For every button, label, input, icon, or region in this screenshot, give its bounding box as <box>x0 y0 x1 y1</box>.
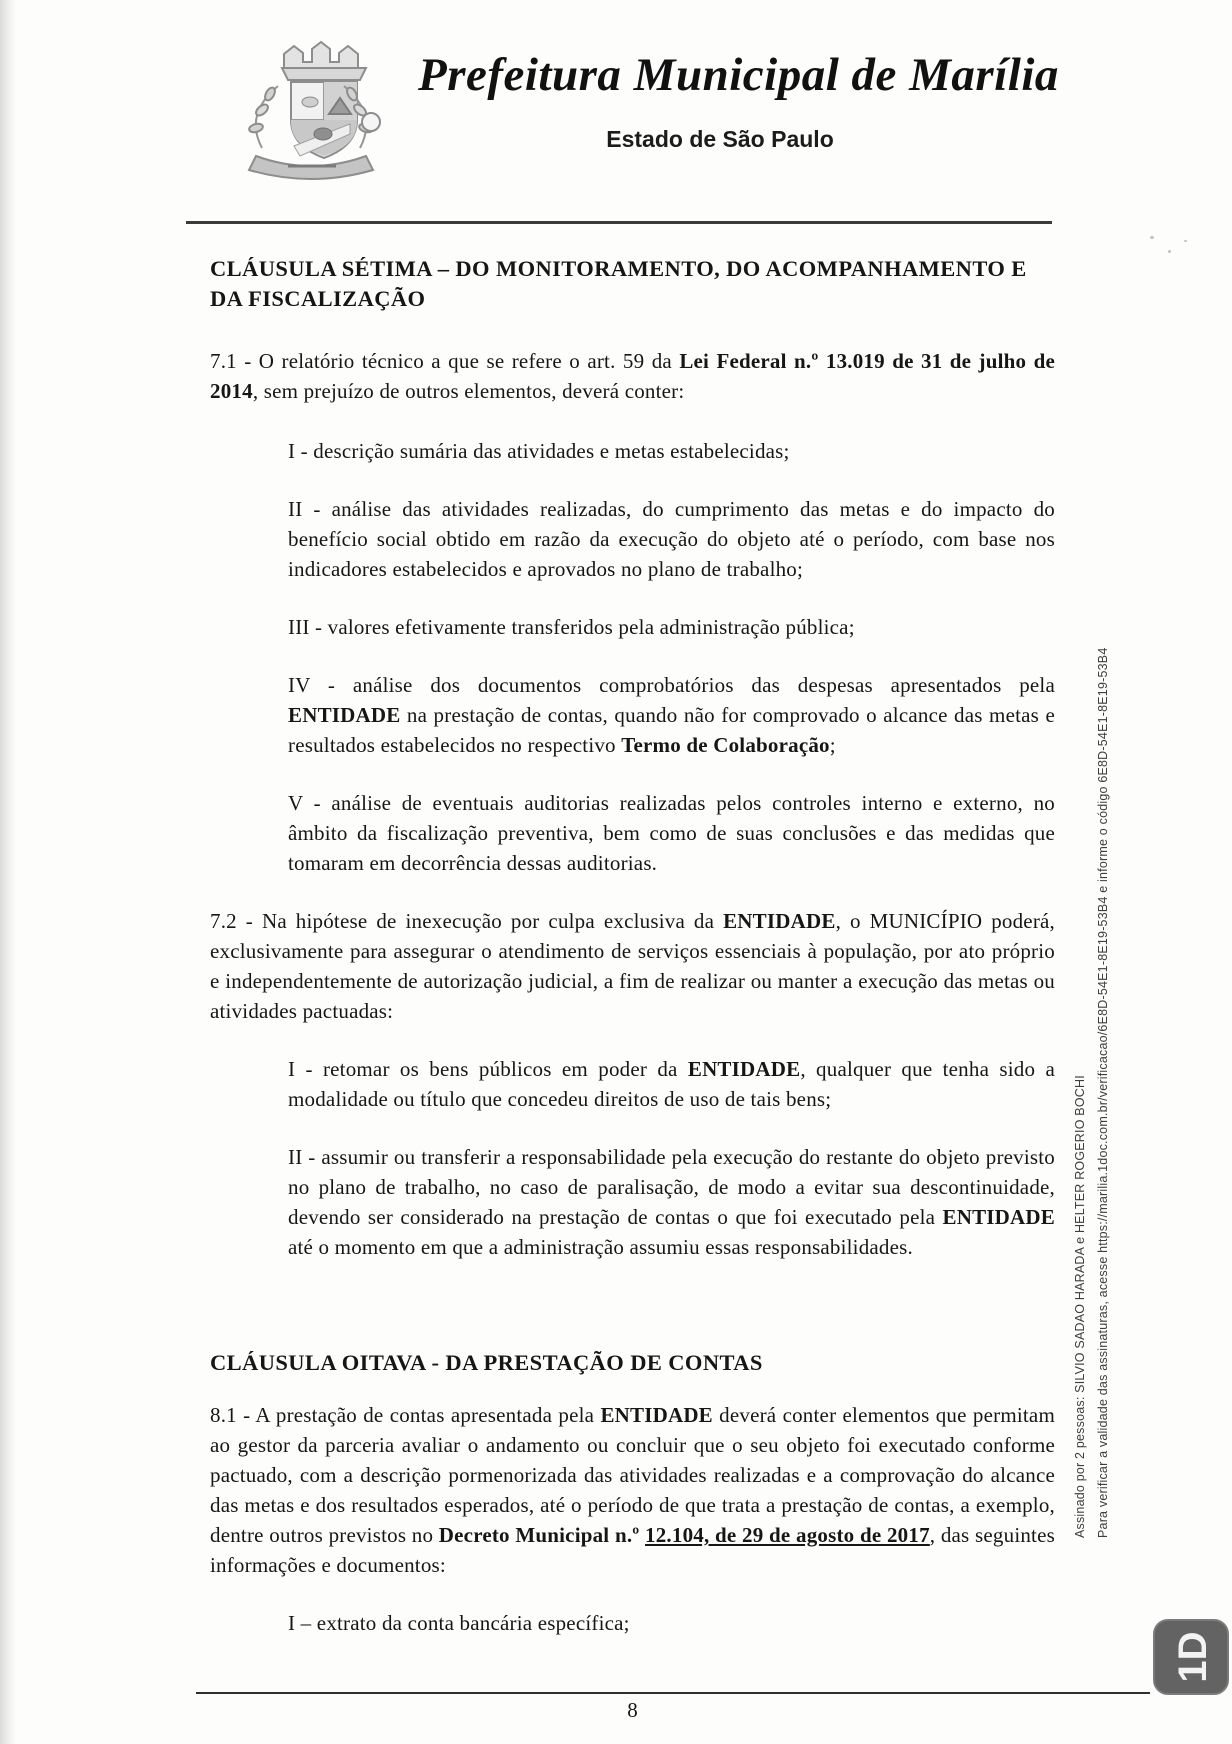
clause-7-2-item-2: II - assumir ou transferir a responsabilidade pela execução do restante do objeto previsto no plano de trabalho, no caso de paralisação, de modo a evitar sua descontinuidade, devendo ser considerado na prestação de contas o que foi executado pela ENTIDADE até o momento em que a administração assumiu essas responsabilidades. <box>288 1145 1055 1259</box>
scan-edge-shadow <box>0 0 16 1744</box>
document-body <box>210 254 1055 1638</box>
clause-8-heading: CLÁUSULA OITAVA - DA PRESTAÇÃO DE CONTAS <box>210 1350 763 1375</box>
sidebar-signed-by-line: Assinado por 2 pessoas: SILVIO SADAO HARADA e HELTER ROGERIO BOCHI <box>1073 1075 1087 1538</box>
scan-speck <box>1150 236 1154 239</box>
clause-8-1-item-1: I – extrato da conta bancária específica; <box>288 1611 630 1635</box>
header-subtitle: Estado de São Paulo <box>606 126 834 152</box>
clause-7-heading: CLÁUSULA SÉTIMA – DO MONITORAMENTO, DO ACOMPANHAMENTO E DA FISCALIZAÇÃO <box>210 256 1027 311</box>
sidebar-verification-line: Para verificar a validade das assinaturas, acesse https://marilia.1doc.com.br/verificacao/6E8D-54E1-8E19-53B4 e informe o código 6E8D-54E1-8E19-53B4 <box>1096 647 1110 1538</box>
clause-7-1-item-5: V - análise de eventuais auditorias realizadas pelos controles interno e externo, no âmbito da fiscalização preventiva, bem como de suas conclusões e das medidas que tomaram em decorrência dessas auditorias. <box>288 791 1055 875</box>
page-number: 8 <box>627 1698 638 1722</box>
clause-7-2-item-1: I - retomar os bens públicos em poder da ENTIDADE, qualquer que tenha sido a modalidade ou título que concedeu direitos de uso de tais bens; <box>288 1057 1055 1111</box>
scan-speck <box>1168 250 1171 253</box>
signature-sidebar <box>1069 648 1115 1538</box>
paragraph-8-1: 8.1 - A prestação de contas apresentada pela ENTIDADE deverá conter elementos que permitam ao gestor da parceria avaliar o andamento ou concluir que o seu objeto foi executado conforme pactuado, com a descrição pormenorizada das atividades realizadas e a comprovação do alcance das metas e dos resultados esperados, até o período de que trata a prestação de contas, a exemplo, dentre outros previstos no Decreto Municipal n.º 12.104, de 29 de agosto de 2017, das seguintes informações e documentos: <box>210 1403 1055 1577</box>
paragraph-7-2: 7.2 - Na hipótese de inexecução por culpa exclusiva da ENTIDADE, o MUNICÍPIO poderá, exclusivamente para assegurar o atendimento de serviços essenciais à população, por ato próprio e independentemente de autorização judicial, a fim de realizar ou manter a execução das metas ou atividades pactuadas: <box>210 909 1055 1023</box>
clause-7-1-item-2: II - análise das atividades realizadas, do cumprimento das metas e do impacto do benefício social obtido em razão da execução do objeto até o período, com base nos indicadores estabelecidos e aprovados no plano de trabalho; <box>288 497 1055 581</box>
clause-7-1-item-4: IV - análise dos documentos comprobatórios das despesas apresentados pela ENTIDADE na prestação de contas, quando não for comprovado o alcance das metas e resultados estabelecidos no respectivo Termo de Colaboração; <box>288 673 1055 757</box>
1doc-logo <box>1152 1596 1230 1718</box>
paragraph-7-1: 7.1 - O relatório técnico a que se refere o art. 59 da Lei Federal n.º 13.019 de 31 de julho de 2014, sem prejuízo de outros elementos, deverá conter: <box>210 349 1056 403</box>
svg-text:1D: 1D <box>1171 1631 1215 1683</box>
footer-divider <box>196 1692 1150 1694</box>
clause-7-1-item-1: I - descrição sumária das atividades e metas estabelecidas; <box>288 439 790 463</box>
clause-7-1-item-3: III - valores efetivamente transferidos pela administração pública; <box>288 615 855 639</box>
scan-speck <box>1184 240 1187 242</box>
header-divider <box>186 221 1052 224</box>
marilia-coat-of-arms-logo <box>228 30 394 182</box>
page-title: Prefeitura Municipal de Marília <box>418 49 1059 101</box>
